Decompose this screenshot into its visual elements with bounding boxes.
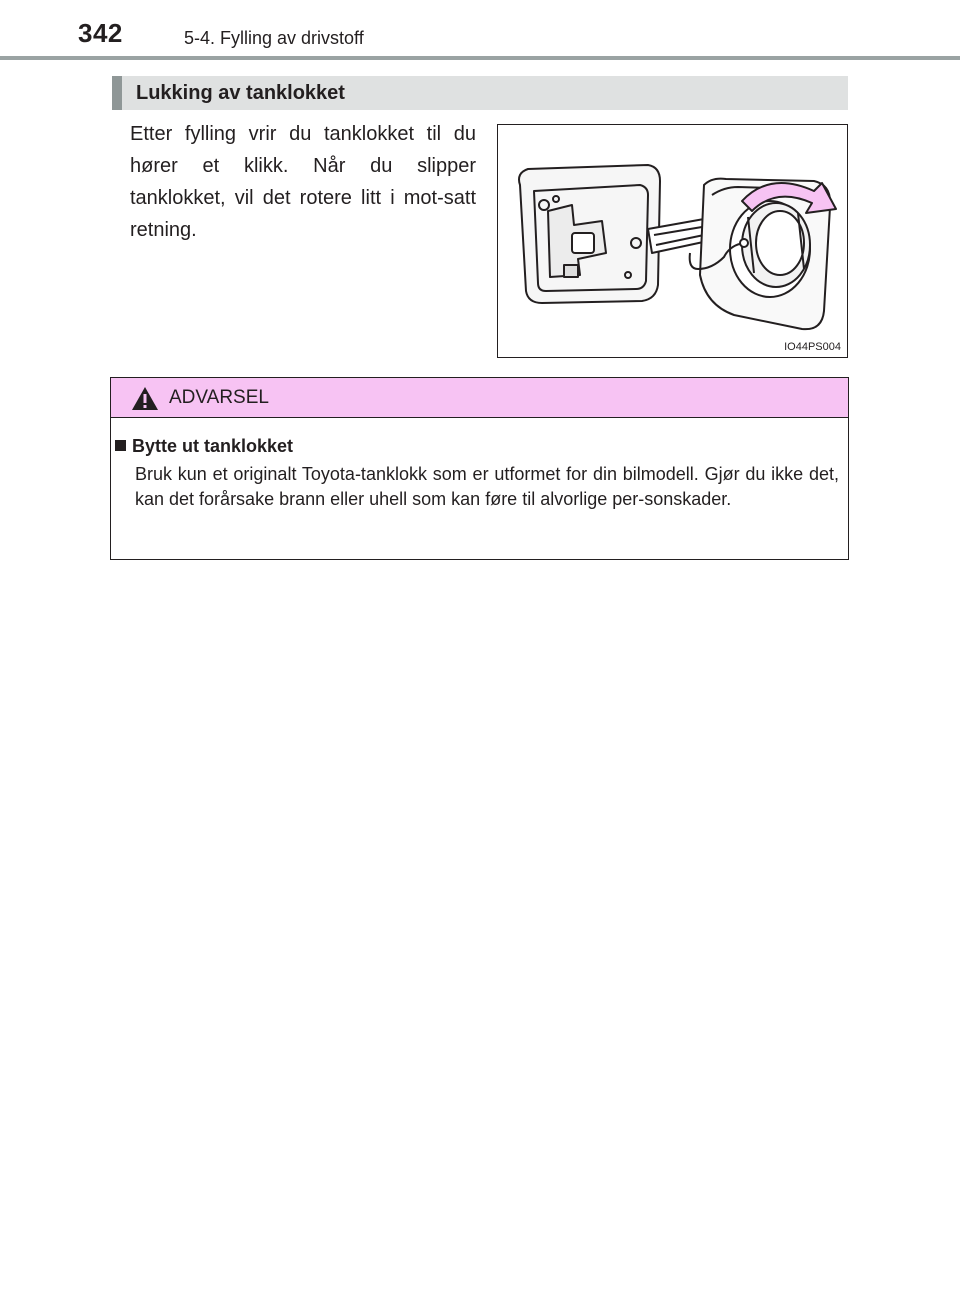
warning-header bbox=[111, 378, 848, 418]
body-paragraph: Etter fylling vrir du tanklokket til du hører et klikk. Når du slipper tanklokket, vil det rotere litt i mot-satt retning. bbox=[130, 123, 476, 241]
fuel-door-illustration bbox=[498, 125, 849, 359]
figure-code: IO44PS004 bbox=[784, 341, 841, 353]
warning-text: Bruk kun et originalt Toyota-tanklokk som er utformet for din bilmodell. Gjør du ikke det, kan det forårsake brann eller uhell som kan føre til alvorlige per-sonskader. bbox=[135, 464, 839, 509]
warning-box bbox=[110, 377, 849, 560]
warning-heading-text: Bytte ut tanklokket bbox=[132, 436, 294, 456]
section-bar bbox=[112, 76, 848, 110]
square-bullet-icon bbox=[115, 440, 126, 451]
warning-label: ADVARSEL bbox=[169, 387, 269, 408]
header-rule bbox=[0, 56, 960, 60]
chapter-title: 5-4. Fylling av drivstoff bbox=[184, 28, 364, 48]
warning-triangle-icon bbox=[131, 386, 159, 411]
warning-heading bbox=[115, 436, 293, 457]
page-number: 342 bbox=[78, 18, 123, 48]
figure-fuel-cap bbox=[497, 124, 848, 358]
section-title: Lukking av tanklokket bbox=[136, 82, 345, 104]
